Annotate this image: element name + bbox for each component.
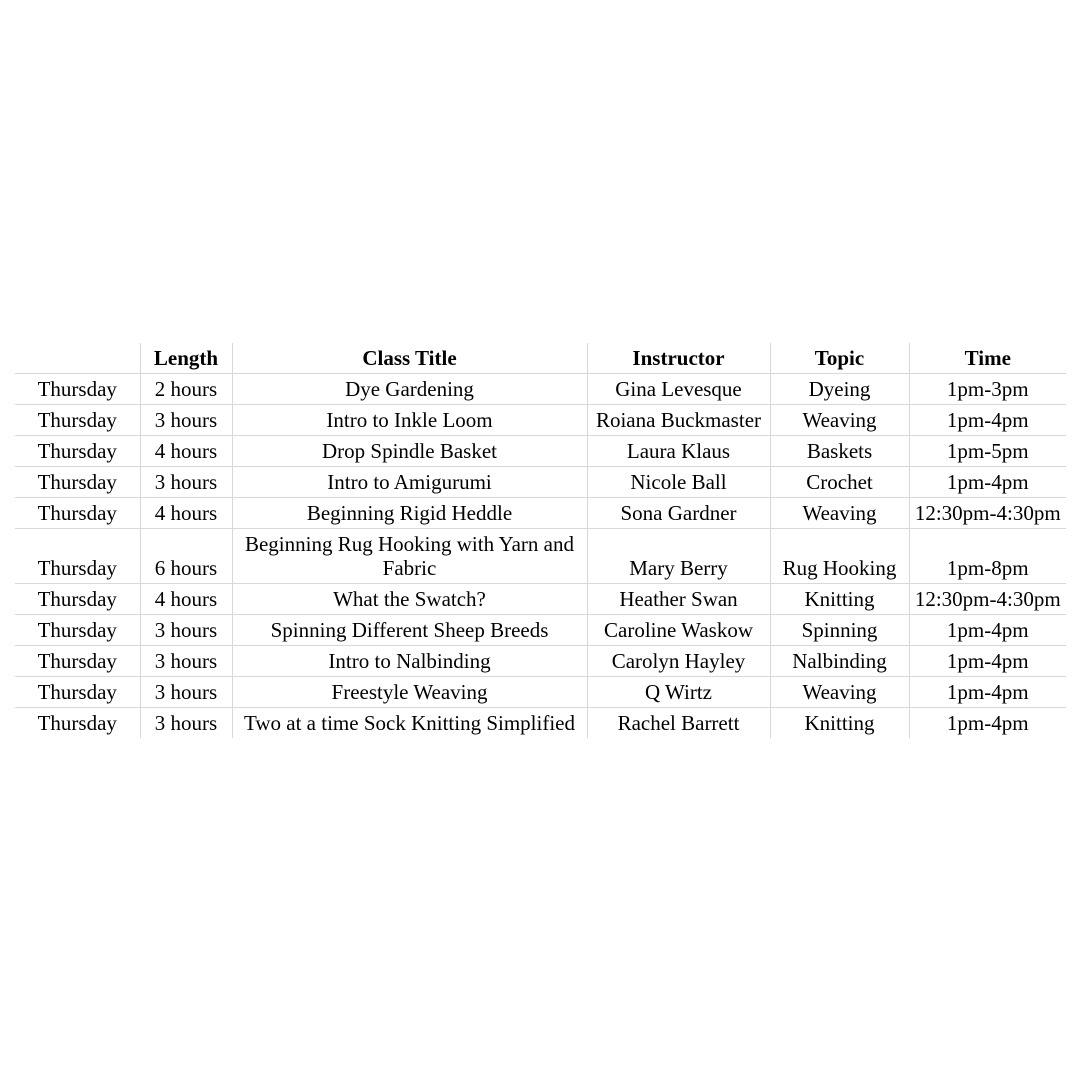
table-header [15, 343, 1066, 374]
cell-class-title: Dye Gardening [232, 374, 587, 405]
cell-day: Thursday [15, 498, 140, 529]
cell-length: 3 hours [140, 646, 232, 677]
cell-topic: Weaving [770, 405, 909, 436]
column-header-instructor: Instructor [587, 343, 770, 374]
cell-class-title: Drop Spindle Basket [232, 436, 587, 467]
cell-class-title: What the Swatch? [232, 584, 587, 615]
cell-class-title: Intro to Nalbinding [232, 646, 587, 677]
cell-class-title: Beginning Rigid Heddle [232, 498, 587, 529]
table-body [15, 374, 1066, 739]
cell-topic: Nalbinding [770, 646, 909, 677]
cell-length: 3 hours [140, 467, 232, 498]
cell-length: 4 hours [140, 584, 232, 615]
cell-class-title: Intro to Inkle Loom [232, 405, 587, 436]
cell-instructor: Laura Klaus [587, 436, 770, 467]
cell-instructor: Rachel Barrett [587, 708, 770, 739]
cell-time: 1pm-3pm [909, 374, 1066, 405]
cell-topic: Crochet [770, 467, 909, 498]
cell-time: 1pm-4pm [909, 677, 1066, 708]
cell-length: 4 hours [140, 498, 232, 529]
cell-time: 12:30pm-4:30pm [909, 498, 1066, 529]
cell-instructor: Carolyn Hayley [587, 646, 770, 677]
cell-time: 1pm-8pm [909, 529, 1066, 584]
table-row [15, 584, 1066, 615]
cell-instructor: Q Wirtz [587, 677, 770, 708]
table-row [15, 677, 1066, 708]
cell-day: Thursday [15, 708, 140, 739]
table-row [15, 498, 1066, 529]
cell-day: Thursday [15, 646, 140, 677]
table-row [15, 615, 1066, 646]
table-row [15, 708, 1066, 739]
cell-length: 3 hours [140, 615, 232, 646]
cell-topic: Rug Hooking [770, 529, 909, 584]
cell-topic: Baskets [770, 436, 909, 467]
column-header-class-title: Class Title [232, 343, 587, 374]
cell-day: Thursday [15, 615, 140, 646]
cell-class-title: Spinning Different Sheep Breeds [232, 615, 587, 646]
cell-day: Thursday [15, 436, 140, 467]
cell-class-title: Beginning Rug Hooking with Yarn and Fabric [232, 529, 587, 584]
table-row [15, 436, 1066, 467]
column-header-day [15, 343, 140, 374]
cell-topic: Dyeing [770, 374, 909, 405]
cell-time: 12:30pm-4:30pm [909, 584, 1066, 615]
cell-instructor: Sona Gardner [587, 498, 770, 529]
class-schedule-section [15, 343, 1066, 738]
table-row [15, 646, 1066, 677]
cell-instructor: Heather Swan [587, 584, 770, 615]
cell-time: 1pm-4pm [909, 467, 1066, 498]
cell-time: 1pm-4pm [909, 708, 1066, 739]
cell-instructor: Mary Berry [587, 529, 770, 584]
cell-time: 1pm-4pm [909, 405, 1066, 436]
cell-time: 1pm-4pm [909, 615, 1066, 646]
table-row [15, 405, 1066, 436]
cell-day: Thursday [15, 467, 140, 498]
cell-topic: Knitting [770, 584, 909, 615]
column-header-length: Length [140, 343, 232, 374]
table-row [15, 467, 1066, 498]
column-header-time: Time [909, 343, 1066, 374]
cell-topic: Knitting [770, 708, 909, 739]
cell-day: Thursday [15, 529, 140, 584]
cell-instructor: Caroline Waskow [587, 615, 770, 646]
cell-instructor: Gina Levesque [587, 374, 770, 405]
cell-class-title: Intro to Amigurumi [232, 467, 587, 498]
cell-topic: Spinning [770, 615, 909, 646]
cell-length: 3 hours [140, 708, 232, 739]
cell-class-title: Two at a time Sock Knitting Simplified [232, 708, 587, 739]
column-header-topic: Topic [770, 343, 909, 374]
cell-length: 3 hours [140, 677, 232, 708]
cell-instructor: Roiana Buckmaster [587, 405, 770, 436]
class-schedule-table [15, 343, 1066, 738]
cell-time: 1pm-5pm [909, 436, 1066, 467]
cell-day: Thursday [15, 677, 140, 708]
cell-class-title: Freestyle Weaving [232, 677, 587, 708]
cell-day: Thursday [15, 374, 140, 405]
cell-length: 3 hours [140, 405, 232, 436]
cell-topic: Weaving [770, 677, 909, 708]
header-row [15, 343, 1066, 374]
table-row [15, 374, 1066, 405]
cell-day: Thursday [15, 584, 140, 615]
cell-length: 2 hours [140, 374, 232, 405]
cell-instructor: Nicole Ball [587, 467, 770, 498]
cell-day: Thursday [15, 405, 140, 436]
cell-length: 4 hours [140, 436, 232, 467]
cell-time: 1pm-4pm [909, 646, 1066, 677]
cell-topic: Weaving [770, 498, 909, 529]
table-row [15, 529, 1066, 584]
cell-length: 6 hours [140, 529, 232, 584]
